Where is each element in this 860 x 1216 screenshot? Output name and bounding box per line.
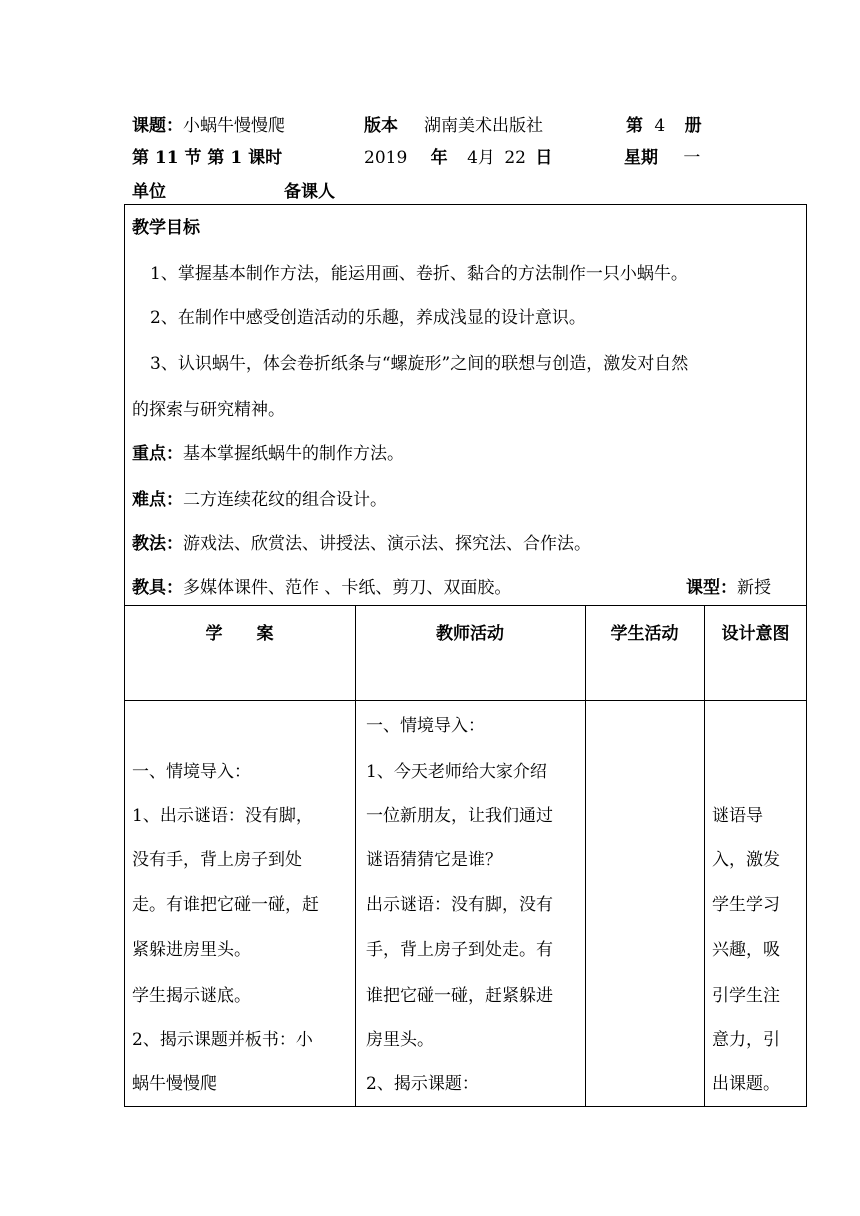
key-label: 重点： xyxy=(132,444,183,464)
difficulty-value: 二方连续花纹的组合设计。 xyxy=(183,490,387,510)
weekday-label: 星期 xyxy=(624,148,658,168)
header-teacher-activity: 教师活动 xyxy=(436,624,504,644)
weekday-value: 一 xyxy=(683,148,701,168)
col2-line: 2、揭示课题： xyxy=(366,1074,479,1094)
date-day: 22 xyxy=(504,148,526,168)
tools-value: 多媒体课件、范作 、卡纸、剪刀、双面胶。 xyxy=(183,578,512,598)
col2-line: 谁把它碰一碰，赶紧躲进 xyxy=(366,986,553,1006)
col4-line: 引学生注 xyxy=(712,986,780,1006)
weekday xyxy=(624,146,700,170)
key-point xyxy=(132,442,404,466)
col2-line: 谜语猜猜它是谁？ xyxy=(366,850,502,870)
objective-2: 2、在制作中感受创造活动的乐趣，养成浅显的设计意识。 xyxy=(150,308,586,328)
type-label: 课型： xyxy=(686,578,737,598)
col2-line: 手，背上房子到处走。有 xyxy=(366,940,553,960)
section-text: 第 11 节 第 1 课时 xyxy=(132,148,283,168)
col4-line: 学生学习 xyxy=(712,895,780,915)
unit-label: 单位 xyxy=(132,182,166,202)
lesson-type xyxy=(686,576,771,600)
volume-post: 册 xyxy=(684,116,702,136)
col1-line: 蜗牛慢慢爬 xyxy=(132,1074,217,1094)
col4-line: 入，激发 xyxy=(712,850,780,870)
method-label: 教法： xyxy=(132,534,183,554)
difficulty xyxy=(132,488,387,512)
col-divider-3 xyxy=(704,606,705,1107)
col1-line: 紧躲进房里头。 xyxy=(132,940,251,960)
col4-line: 谜语导 xyxy=(712,806,763,826)
preparer-label: 备课人 xyxy=(284,182,335,202)
volume xyxy=(626,114,702,138)
col1-line: 学生揭示谜底。 xyxy=(132,986,251,1006)
col2-line: 一、情境导入： xyxy=(366,716,485,736)
col2-line: 出示谜语：没有脚，没有 xyxy=(366,895,553,915)
difficulty-label: 难点： xyxy=(132,490,183,510)
teaching-tools xyxy=(132,576,511,600)
title-value: 小蜗牛慢慢爬 xyxy=(183,116,285,136)
col1-line: 走。有谁把它碰一碰，赶 xyxy=(132,895,319,915)
col-divider-2 xyxy=(585,606,586,1107)
teaching-method xyxy=(132,532,591,556)
volume-pre: 第 xyxy=(626,116,643,136)
col2-line: 房里头。 xyxy=(366,1030,434,1050)
volume-num: 4 xyxy=(654,116,666,136)
tools-label: 教具： xyxy=(132,578,183,598)
col4-line: 出课题。 xyxy=(712,1074,780,1094)
col2-line: 一位新朋友，让我们通过 xyxy=(366,806,553,826)
col4-line: 意力，引 xyxy=(712,1030,780,1050)
col4-line: 兴趣，吸 xyxy=(712,940,780,960)
col2-line: 1、今天老师给大家介绍 xyxy=(366,762,547,782)
objectives-heading: 教学目标 xyxy=(132,218,200,238)
objective-3: 3、认识蜗牛，体会卷折纸条与“螺旋形”之间的联想与创造，激发对自然 xyxy=(150,354,689,374)
header-study-plan: 学 案 xyxy=(205,624,274,644)
method-value: 游戏法、欣赏法、讲授法、演示法、探究法、合作法。 xyxy=(183,534,591,554)
objective-3-cont: 的探索与研究精神。 xyxy=(132,400,285,420)
objective-1: 1、掌握基本制作方法，能运用画、卷折、黏合的方法制作一只小蜗牛。 xyxy=(150,264,688,284)
col1-line: 一、情境导入： xyxy=(132,762,251,782)
col1-line: 2、揭示课题并板书：小 xyxy=(132,1030,313,1050)
edition-value: 湖南美术出版社 xyxy=(424,116,543,136)
date-day-label: 日 xyxy=(535,148,553,168)
edition-label: 版本 xyxy=(364,116,398,136)
header-student-activity: 学生活动 xyxy=(610,624,679,644)
date xyxy=(364,146,552,170)
lesson-title-row xyxy=(132,114,285,138)
col1-line: 没有手，背上房子到处 xyxy=(132,850,302,870)
type-value: 新授 xyxy=(737,578,771,598)
header-design-intent: 设计意图 xyxy=(721,624,790,644)
date-year: 2019 xyxy=(364,148,408,168)
date-month: 4月 xyxy=(467,148,495,168)
col1-line: 1、出示谜语：没有脚， xyxy=(132,806,313,826)
key-value: 基本掌握纸蜗牛的制作方法。 xyxy=(183,444,404,464)
title-label: 课题： xyxy=(132,116,183,136)
date-year-label: 年 xyxy=(430,148,448,168)
col-divider-1 xyxy=(355,606,356,1107)
